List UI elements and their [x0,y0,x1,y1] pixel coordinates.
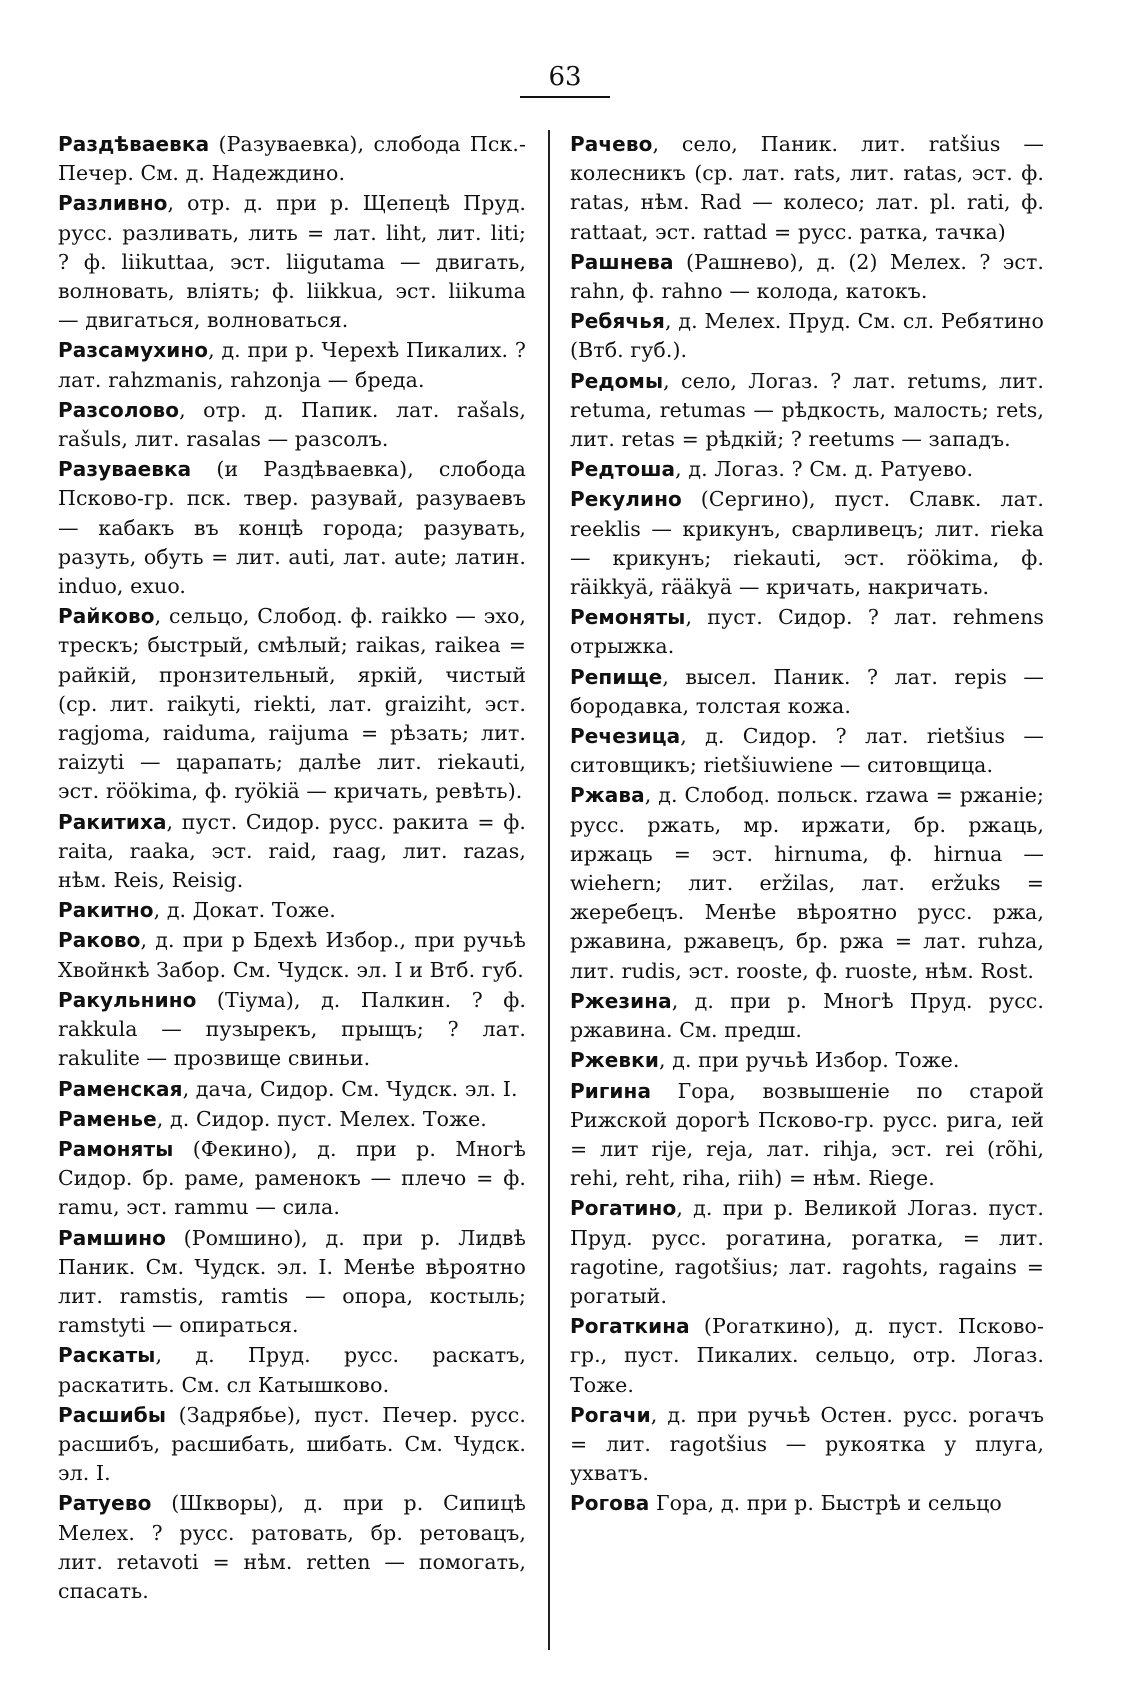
entry-text: , высел. Паник. ? лат. repis — бородавка, толстая кожа. [570,664,1044,718]
entry-headword: Ржава [570,783,645,808]
entry-headword: Райково [58,604,155,629]
dictionary-entry [58,1341,526,1399]
entry-text: , д. Логаз. ? См. д. Ратуево. [675,457,974,482]
entry-headword: Рашнева [570,249,674,274]
dictionary-entry [58,189,526,335]
entry-headword: Раскаты [58,1343,156,1368]
dictionary-entry [58,1224,526,1341]
dictionary-entry [570,722,1044,780]
entry-headword: Ржезина [570,988,672,1013]
dictionary-entry [570,1077,1044,1194]
dictionary-entry [570,307,1044,365]
entry-text: (Сергино), пуст. Славк. лат. reeklis — крикунъ, сварливецъ; лит. rieka — крикунъ; riekauti, эст. röökima, ф. räikkyä, rääkyä — кричать, накричать. [570,487,1044,600]
dictionary-entry [570,1489,1044,1518]
entry-text: (Ромшино), д. при р. Лидвѣ Паник. См. Чудск. эл. I. Менѣе вѣроятно лит. ramstis, ramtis — опора, костыль; ramstyti — опираться. [58,1225,526,1338]
entry-headword: Ракитиха [58,809,167,834]
entry-text: , д. Слобод. польск. rzawa = ржаніе; русс. ржать, мр. иржати, бр. ржаць, иржаць = эст. hirnuma, ф. hirnua — wiehern; лит. eržilas, лат. eržuks = жеребецъ. Менѣе вѣроятно русс. ржа, ржавина, ржавецъ, бр. ржа = лат. ruhza, лит. rudis, эст. rooste, ф. ruoste, нѣм. Rost. [570,783,1044,983]
entry-headword: Редтоша [570,457,676,482]
entry-headword: Ребячья [570,309,665,334]
entry-headword: Ржевки [570,1048,659,1073]
entry-text: (и Раздѣваевка), слобода Псково-гр. пск. твер. разувай, разуваевъ — кабакъ въ концѣ города; разувать, разуть, обуть = лит. auti, лат. aute; латин. induo, exuo. [58,457,526,599]
dictionary-entry [58,896,526,925]
entry-headword: Ригина [570,1078,652,1103]
page-number: 63 [548,62,582,92]
entry-text: , село, Логаз. ? лат. retums, лит. retuma, retumas — рѣдкость, малость; rets, лит. retas = рѣдкій; ? reetums — западъ. [570,368,1044,452]
entry-headword: Репище [570,664,663,689]
entry-headword: Рогаткина [570,1314,690,1339]
entry-headword: Рекулино [570,487,682,512]
left-column [58,130,526,1607]
dictionary-entry [570,455,1044,484]
entry-text: (Рашнево), д. (2) Мелех. ? эст. rahn, ф. rahno — колода, катокъ. [570,249,1044,304]
dictionary-entry [570,987,1044,1045]
entry-text: Гора, д. при р. Быстрѣ и сельцо [649,1491,1002,1516]
entry-headword: Раменская [58,1076,183,1101]
entry-text: , отр. д. Папик. лат. rašals, rašuls, лит. rasalas — разсолъ. [58,397,526,452]
dictionary-entry [58,1075,526,1104]
dictionary-entry [570,663,1044,721]
entry-headword: Разуваевка [58,457,192,482]
dictionary-entry [570,130,1044,247]
entry-headword: Речезица [570,724,681,749]
entry-text: , сельцо, Слобод. ф. raikko — эхо, трескъ; быстрый, смѣлый; raikas, raikea = райкій, пронзительный, яркій, чистый (ср. лит. raikyti, riekti, лат. graiziht, эст. ragjoma, raiduma, raijuma = рѣзать; лит. raizyti — царапать; далѣе лит. riekauti, эст. röökima, ф. ryökiä — кричать, ревѣть). [58,604,526,804]
entry-text: , пуст. Сидор. русс. ракита = ф. raita, raaka, эст. raid, raag, лит. razas, нѣм. Reis, Reisig. [58,809,526,893]
dictionary-entry [570,781,1044,985]
dictionary-entry [58,396,526,454]
entry-headword: Ракитно [58,898,154,923]
dictionary-entry [58,455,526,601]
dictionary-entry [58,1135,526,1223]
entry-text: , д. Мелех. Пруд. См. сл. Ребятино (Втб. губ.). [570,309,1044,363]
dictionary-entry [570,248,1044,306]
entry-headword: Разсамухино [58,338,209,363]
entry-text: , д. Сидор. пуст. Мелех. Тоже. [156,1106,487,1131]
entry-headword: Раздѣваевка [58,132,210,156]
dictionary-entry [570,1046,1044,1075]
entry-headword: Ремоняты [570,605,686,630]
entry-text: , д. при р Бдехѣ Избор., при ручьѣ Хвойнкѣ Забор. См. Чудск. эл. I и Втб. губ. [58,928,526,982]
entry-headword: Расшибы [58,1402,167,1427]
entry-text: , село, Паник. лит. ratšius — колесникъ (ср. лат. rats, лит. ratas, эст. ф. ratas, нѣм. Rad — колесо; лат. pl. rati, ф. rattaat, эст. rattad = русс. ратка, тачка) [570,132,1044,244]
entry-headword: Разсолово [58,397,180,422]
entry-text: (Задрябье), пуст. Печер. русс. расшибъ, расшибать, шибать. См. Чудск. эл. I. [58,1402,526,1486]
entry-text: , д. Сидор. ? лат. rietšius — ситовщикъ; rietšiuwiene — ситовщица. [570,724,1044,778]
dictionary-entry [570,1401,1044,1489]
entry-text: , д. Пруд. русс. раскатъ, раскатить. См. сл Катышково. [58,1343,526,1397]
column-divider [548,130,550,1650]
entry-text: , отр. д. при р. Щепецѣ Пруд. русс. разливать, лить = лат. liht, лит. liti; ? ф. liikuttaa, эст. liigutama — двигать, волновать, вліять; ф. liikkua, эст. liikuma — двигаться, волноваться. [58,191,526,333]
entry-headword: Рамшино [58,1225,167,1250]
entry-headword: Ракульнино [58,987,197,1012]
dictionary-entry [58,808,526,896]
dictionary-entry [570,603,1044,661]
entry-headword: Рогова [570,1491,650,1516]
entry-text: , д. при ручьѣ Остен. русс. рогачъ = лит. ragotšius — рукоятка у плуга, ухватъ. [570,1402,1044,1486]
dictionary-entry [58,926,526,984]
dictionary-entry [570,367,1044,455]
entry-text: , дача, Сидор. См. Чудск. эл. I. [182,1076,518,1101]
entry-headword: Рогачи [570,1402,651,1427]
dictionary-entry [58,336,526,394]
dictionary-entry [58,1401,526,1489]
entry-text: (Разуваевка), слобода Пск.-Печер. См. д. Надеждино. [58,132,526,186]
dictionary-entry [570,485,1044,602]
entry-headword: Рамоняты [58,1136,174,1161]
entry-headword: Рачево [570,132,653,156]
entry-text: , д. при р. Черехѣ Пикалих. ? лат. rahzmanis, rahzonja — бреда. [58,338,526,392]
entry-text: , д. при р. Великой Логаз. пуст. Пруд. русс. рогатина, рогатка, = лит. ragotine, ragotšius; лат. ragohts, ragains = рогатый. [570,1196,1044,1308]
entry-headword: Редомы [570,368,664,393]
entry-headword: Раково [58,928,141,953]
entry-text: , пуст. Сидор. ? лат. rehmens отрыжка. [570,605,1044,659]
entry-text: (Фекино), д. при р. Многѣ Сидор. бр. раме, раменокъ — плечо = ф. ramu, эст. rammu — сила. [58,1136,526,1220]
entry-text: (Тiума), д. Палкин. ? ф. rakkula — пузырекъ, прыщъ; ? лат. rakulite — прозвище свиньи. [58,987,526,1071]
dictionary-entry [58,602,526,806]
entry-headword: Рогатино [570,1196,677,1221]
dictionary-entry [570,1312,1044,1400]
entry-text: Гора, возвышеніе по старой Рижской дорогѣ Псково-гр. русс. рига, ɪей = лит rije, reja, лат. rihja, эст. rei (rõhi, rehi, reht, riha, riih) = нѣм. Riege. [570,1078,1044,1191]
entry-text: , д. при р. Многѣ Пруд. русс. ржавина. См. предш. [570,988,1044,1043]
entry-headword: Разливно [58,191,168,216]
dictionary-entry [570,1194,1044,1311]
entry-headword: Ратуево [58,1491,152,1516]
entry-text: (Рогаткино), д. пуст. Псково-гр., пуст. Пикалих. сельцо, отр. Логаз. Тоже. [570,1314,1044,1397]
entry-text: (Шкворы), д. при р. Сипицѣ Мелех. ? русс. ратовать, бр. ретовацъ, лит. retavoti = нѣм. retten — помогать, спасать. [58,1491,526,1603]
right-column [570,130,1044,1520]
entry-text: , д. Докат. Тоже. [153,898,336,923]
dictionary-entry [58,1489,526,1606]
dictionary-entry [58,986,526,1074]
dictionary-entry [58,130,526,188]
page-number-rule [520,96,610,98]
entry-headword: Раменье [58,1106,157,1131]
dictionary-entry [58,1105,526,1134]
entry-text: , д. при ручьѣ Избор. Тоже. [658,1048,960,1073]
